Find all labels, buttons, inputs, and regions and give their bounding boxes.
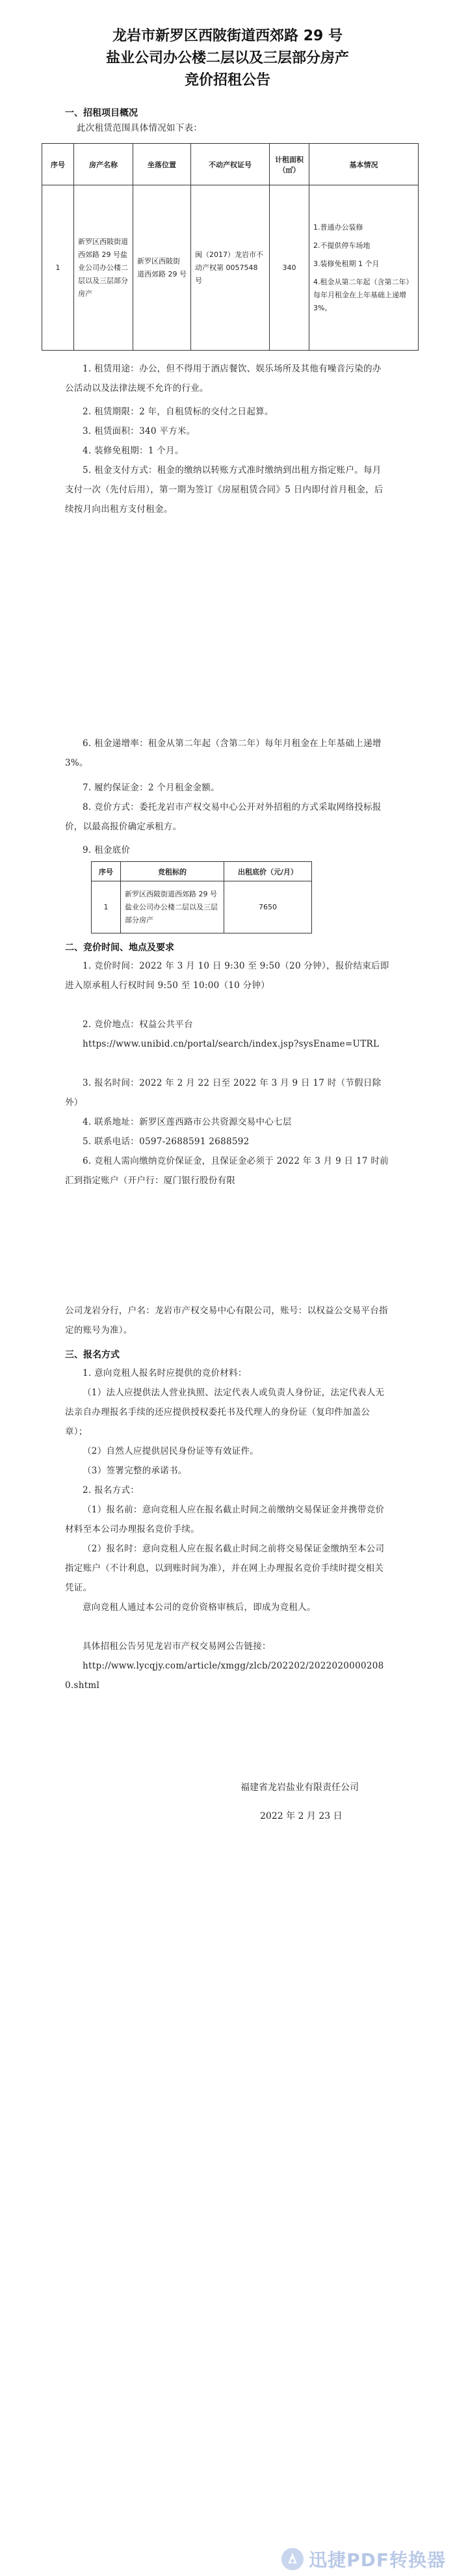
price-table bbox=[91, 861, 312, 933]
signup-item: 1. 意向竞租人报名时应提供的竞价材料： bbox=[83, 1368, 247, 1378]
table-cell: 闽（2017）龙岩市不动产权第 0057548 号 bbox=[191, 185, 270, 351]
bid-item: 1. 竞价时间：2022 年 3 月 10 日 9:30 至 9:50（20 分钟），报价结束后即进入原承租人行权时间 9:50 至 10:00（10 分钟） bbox=[65, 961, 389, 991]
intro-text: 此次租赁范围具体情况如下表： bbox=[77, 123, 203, 133]
document-title-line1: 龙岩市新罗区西陂街道西郊路 29 号 bbox=[112, 28, 343, 44]
term-item: 6. 租金递增率：租金从第二年起（含第二年）每年月租金在上年基础上递增 3%。 bbox=[65, 738, 382, 768]
table-cell: 7650 bbox=[224, 881, 312, 933]
table-header: 序号 bbox=[42, 144, 74, 185]
section-heading: 二、竞价时间、地点及要求 bbox=[65, 943, 174, 953]
watermark bbox=[280, 2546, 446, 2572]
bid-item: 5. 联系电话：0597-2688591 2688592 bbox=[83, 1136, 250, 1147]
table-cell: 340 bbox=[270, 185, 309, 351]
signup-item: （2）自然人应提供居民身份证等有效证件。 bbox=[83, 1446, 259, 1456]
table-cell: 1 bbox=[42, 185, 74, 351]
bid-item: 2. 竞价地点：权益公共平台 bbox=[83, 1019, 193, 1030]
pdf-converter-logo-icon bbox=[280, 2547, 305, 2571]
bid-continued: 公司龙岩分行，户名：龙岩市产权交易中心有限公司，账号：以权益公交易平台指定的账号为准）。 bbox=[65, 1306, 388, 1335]
term-item: 9. 租金底价 bbox=[83, 845, 131, 855]
issue-date: 2022 年 2 月 23 日 bbox=[260, 1811, 343, 1821]
signup-item: （2）报名时：意向竞租人应在报名截止时间之前将交易保证金缴纳至本公司指定账户（不计利息，以到账时间为准），并在网上办理报名竞价手续时提交相关凭证。 bbox=[65, 1544, 385, 1593]
watermark-text: 迅捷PDF转换器 bbox=[309, 2549, 446, 2571]
link-intro: 具体招租公告另见龙岩市产权交易网公告链接： bbox=[83, 1641, 271, 1652]
basics-line: 4.租金从第二年起（含第二年）每年月租金在上年基础上递增 3%。 bbox=[313, 277, 413, 312]
bid-link[interactable]: https://www.unibid.cn/portal/search/index.jsp?sysEname=UTRL bbox=[83, 1039, 380, 1049]
section-heading: 三、报名方式 bbox=[65, 1350, 120, 1360]
table-header: 出租底价（元/月） bbox=[224, 862, 312, 881]
document-title-line2: 盐业公司办公楼二层以及三层部分房产 bbox=[105, 50, 349, 66]
document-title-line3: 竞价招租公告 bbox=[184, 72, 270, 88]
term-item: 4. 装修免租期：1 个月。 bbox=[83, 446, 184, 456]
term-item: 7. 履约保证金：2 个月租金金额。 bbox=[83, 783, 220, 793]
term-item: 8. 竞价方式：委托龙岩市产权交易中心公开对外招租的方式采取网络投标报价，以最高报价确定承租方。 bbox=[65, 802, 382, 832]
table-header: 竞租标的 bbox=[121, 862, 224, 881]
property-table bbox=[42, 143, 419, 351]
table-header: 坐落位置 bbox=[133, 144, 191, 185]
term-item: 1. 租赁用途：办公，但不得用于酒店餐饮、娱乐场所及其他有噪音污染的办公活动以及法律法规不允许的行业。 bbox=[65, 364, 382, 394]
table-header: 基本情况 bbox=[309, 144, 419, 185]
basics-line: 3.装修免租期 1 个月 bbox=[313, 259, 380, 268]
basics-line: 1.普通办公装修 bbox=[313, 222, 363, 232]
term-item: 3. 租赁面积：340 平方米。 bbox=[83, 426, 196, 436]
table-header: 计租面积（㎡） bbox=[270, 144, 309, 185]
term-item: 2. 租赁期限：2 年，自租赁标的交付之日起算。 bbox=[83, 407, 274, 417]
issuer-company: 福建省龙岩盐业有限责任公司 bbox=[240, 1782, 359, 1793]
bid-item: 4. 联系地址：新罗区莲西路市公共资源交易中心七层 bbox=[83, 1117, 292, 1127]
section-heading: 一、招租项目概况 bbox=[65, 108, 138, 118]
signup-item: （3）签署完整的承诺书。 bbox=[83, 1466, 187, 1476]
basics-cell bbox=[309, 185, 419, 351]
table-cell: 新罗区西陂街道西郊路 29 号盐业公司办公楼二层以及三层部分房产 bbox=[121, 881, 224, 933]
table-cell: 新罗区西陂街道西郊路 29 号盐业公司办公楼二层以及三层部分房产 bbox=[74, 185, 133, 351]
table-cell: 1 bbox=[92, 881, 121, 933]
announcement-link[interactable]: http://www.lycqjy.com/article/xmgg/zlcb/202202/20220200002080.shtml bbox=[65, 1661, 384, 1691]
signup-item: （1）报名前：意向竞租人应在报名截止时间之前缴纳交易保证金并携带竞价材料至本公司办理报名竞价手续。 bbox=[65, 1505, 385, 1535]
term-item: 5. 租金支付方式：租金的缴纳以转账方式准时缴纳到出租方指定账户。每月支付一次（先付后用），第一期为签订《房屋租赁合同》5 日内即付首月租金，后续按月向出租方支付租金。 bbox=[65, 465, 384, 515]
table-header: 序号 bbox=[92, 862, 121, 881]
bid-item: 3. 报名时间：2022 年 2 月 22 日至 2022 年 3 月 9 日 17 时（节假日除外） bbox=[65, 1078, 382, 1108]
table-header: 房产名称 bbox=[74, 144, 133, 185]
bid-item: 6. 竞租人需向缴纳竞价保证金，且保证金必须于 2022 年 3 月 9 日 17 时前汇到指定账户（开户行：厦门银行股份有限 bbox=[65, 1156, 389, 1186]
table-header: 不动产权证号 bbox=[191, 144, 270, 185]
table-cell: 新罗区西陂街道西郊路 29 号 bbox=[133, 185, 191, 351]
signup-item: 2. 报名方式： bbox=[83, 1485, 140, 1496]
signup-item: （1）法人应提供法人营业执照、法定代表人或负责人身份证，法定代表人无法亲自办理报名手续的还应提供授权委托书及代理人的身份证（复印件加盖公章）； bbox=[65, 1388, 385, 1437]
signup-item: 意向竞租人通过本公司的竞价资格审核后，即成为竞租人。 bbox=[83, 1602, 316, 1613]
basics-line: 2.不提供停车场地 bbox=[313, 241, 370, 250]
